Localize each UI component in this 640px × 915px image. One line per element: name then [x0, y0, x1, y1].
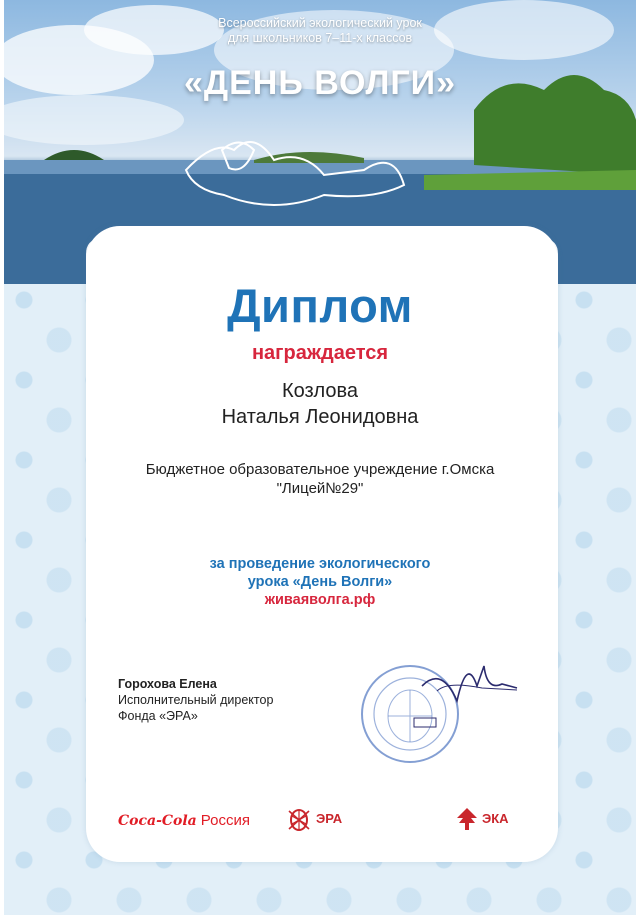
- signer-name: Горохова Елена: [118, 677, 217, 691]
- organization-line2: "Лицей№29": [276, 480, 364, 497]
- header-subtitle: [4, 16, 636, 46]
- header-title: «ДЕНЬ ВОЛГИ»: [183, 64, 457, 102]
- awarded-label: награждается: [251, 342, 389, 364]
- eka-logo: [456, 806, 509, 832]
- award-reason: [0, 555, 640, 609]
- tree-arrow-icon: [456, 806, 478, 832]
- coca-cola-russia: Россия: [200, 812, 250, 829]
- recipient-given-name: Наталья Леонидовна: [221, 406, 419, 428]
- eka-name: ЭКА: [482, 811, 509, 826]
- website-link[interactable]: живаяволга.рф: [264, 592, 376, 608]
- coca-cola-script: Coca-Cola: [118, 812, 197, 829]
- header-subtitle-line1: Всероссийский экологический урок: [218, 16, 422, 30]
- organization: [0, 460, 640, 498]
- signer-block: [118, 676, 273, 724]
- award-reason-line2: урока «День Волги»: [247, 574, 393, 590]
- organization-line1: Бюджетное образовательное учреждение г.Омска: [145, 461, 495, 478]
- signer-position-line2: Фонда «ЭРА»: [118, 709, 198, 723]
- award-reason-line1: за проведение экологического: [209, 556, 431, 572]
- era-logo: [286, 806, 342, 832]
- diploma-page: [4, 0, 636, 915]
- partner-logos: [0, 806, 640, 840]
- recipient-surname: Козлова: [281, 380, 359, 402]
- era-name: ЭРА: [316, 811, 343, 826]
- header-subtitle-line2: для школьников 7–11-х классов: [227, 31, 413, 45]
- cone-icon: [286, 806, 312, 832]
- recipient-name: [0, 378, 640, 430]
- signer-position-line1: Исполнительный директор: [118, 693, 274, 707]
- diploma-title: Диплом: [227, 279, 413, 332]
- coca-cola-logo: [118, 812, 250, 829]
- stamp-and-signature: [352, 646, 532, 776]
